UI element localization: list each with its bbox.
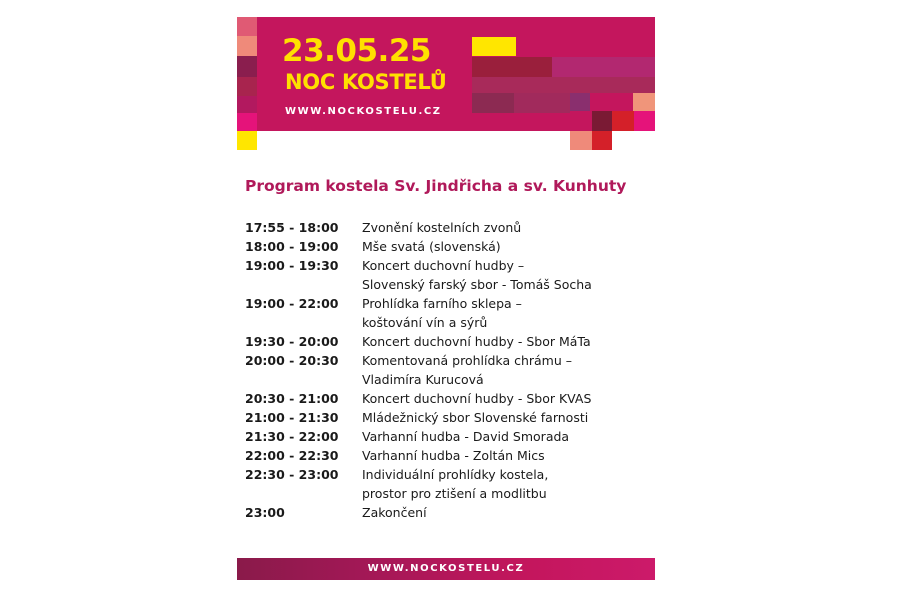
schedule-time: 19:00 - 22:00 [245, 296, 339, 311]
schedule-description: Koncert duchovní hudby - Sbor MáTa [362, 334, 591, 349]
schedule-time: 21:30 - 22:00 [245, 429, 339, 444]
schedule-description: Varhanní hudba - David Smorada [362, 429, 570, 444]
schedule-row [245, 446, 645, 465]
schedule-description: Individuální prohlídky kostela, prostor pro ztišení a modlitbu [362, 467, 549, 501]
header-website-link[interactable]: WWW.NOCKOSTELU.CZ [285, 106, 442, 117]
schedule-row [245, 503, 645, 522]
schedule-time: 19:00 - 19:30 [245, 258, 339, 273]
mosaic-square [237, 113, 257, 131]
schedule-row [245, 389, 645, 408]
schedule-time: 20:30 - 21:00 [245, 391, 339, 406]
schedule-row [245, 256, 645, 294]
schedule-time: 19:30 - 20:00 [245, 334, 339, 349]
poster [237, 17, 655, 580]
schedule-row [245, 351, 645, 389]
mosaic-square [592, 111, 612, 131]
mosaic-square [237, 36, 257, 56]
schedule-time: 17:55 - 18:00 [245, 220, 339, 235]
schedule-description: Komentovaná prohlídka chrámu – Vladimíra Kurucová [362, 353, 572, 387]
mosaic-square [237, 96, 257, 113]
event-name: NOC KOSTELŮ [285, 70, 447, 94]
schedule-time: 22:30 - 23:00 [245, 467, 339, 482]
schedule-description: Varhanní hudba - Zoltán Mics [362, 448, 545, 463]
schedule-description: Mše svatá (slovenská) [362, 239, 501, 254]
event-date: 23.05.25 [282, 33, 431, 69]
mosaic-square [592, 131, 612, 150]
schedule-time: 22:00 - 22:30 [245, 448, 339, 463]
schedule-row [245, 294, 645, 332]
program-title: Program kostela Sv. Jindřicha a sv. Kunhuty [245, 177, 627, 195]
mosaic-square [634, 111, 655, 131]
schedule-description: Prohlídka farního sklepa – koštování vín a sýrů [362, 296, 522, 330]
schedule-description: Koncert duchovní hudby – Slovenský farský sbor - Tomáš Socha [362, 258, 592, 292]
mosaic-square [552, 57, 655, 77]
mosaic-square [633, 93, 655, 113]
mosaic-square [237, 17, 257, 36]
schedule-row [245, 237, 645, 256]
schedule-description: Koncert duchovní hudby - Sbor KVAS [362, 391, 592, 406]
mosaic-square [472, 77, 655, 93]
schedule-description: Zakončení [362, 505, 427, 520]
mosaic-square [472, 57, 552, 77]
schedule-row [245, 332, 645, 351]
mosaic-square [237, 131, 257, 150]
mosaic-square [472, 93, 514, 113]
schedule-time: 23:00 [245, 505, 285, 520]
schedule-list [245, 218, 645, 522]
schedule-description: Zvonění kostelních zvonů [362, 220, 522, 235]
mosaic-square [570, 131, 592, 150]
schedule-time: 20:00 - 20:30 [245, 353, 339, 368]
schedule-description: Mládežnický sbor Slovenské farnosti [362, 410, 589, 425]
schedule-row [245, 427, 645, 446]
mosaic-square [612, 111, 634, 131]
mosaic-square [237, 77, 257, 96]
mosaic-square [514, 93, 570, 113]
mosaic-square [472, 37, 516, 56]
footer-website-link[interactable]: WWW.NOCKOSTELU.CZ [367, 563, 525, 574]
poster-header [237, 17, 655, 150]
schedule-row [245, 408, 645, 427]
mosaic-square [237, 56, 257, 77]
schedule-row [245, 465, 645, 503]
poster-footer [237, 558, 655, 580]
mosaic-square [570, 93, 590, 111]
schedule-row [245, 218, 645, 237]
schedule-time: 21:00 - 21:30 [245, 410, 339, 425]
schedule-time: 18:00 - 19:00 [245, 239, 339, 254]
